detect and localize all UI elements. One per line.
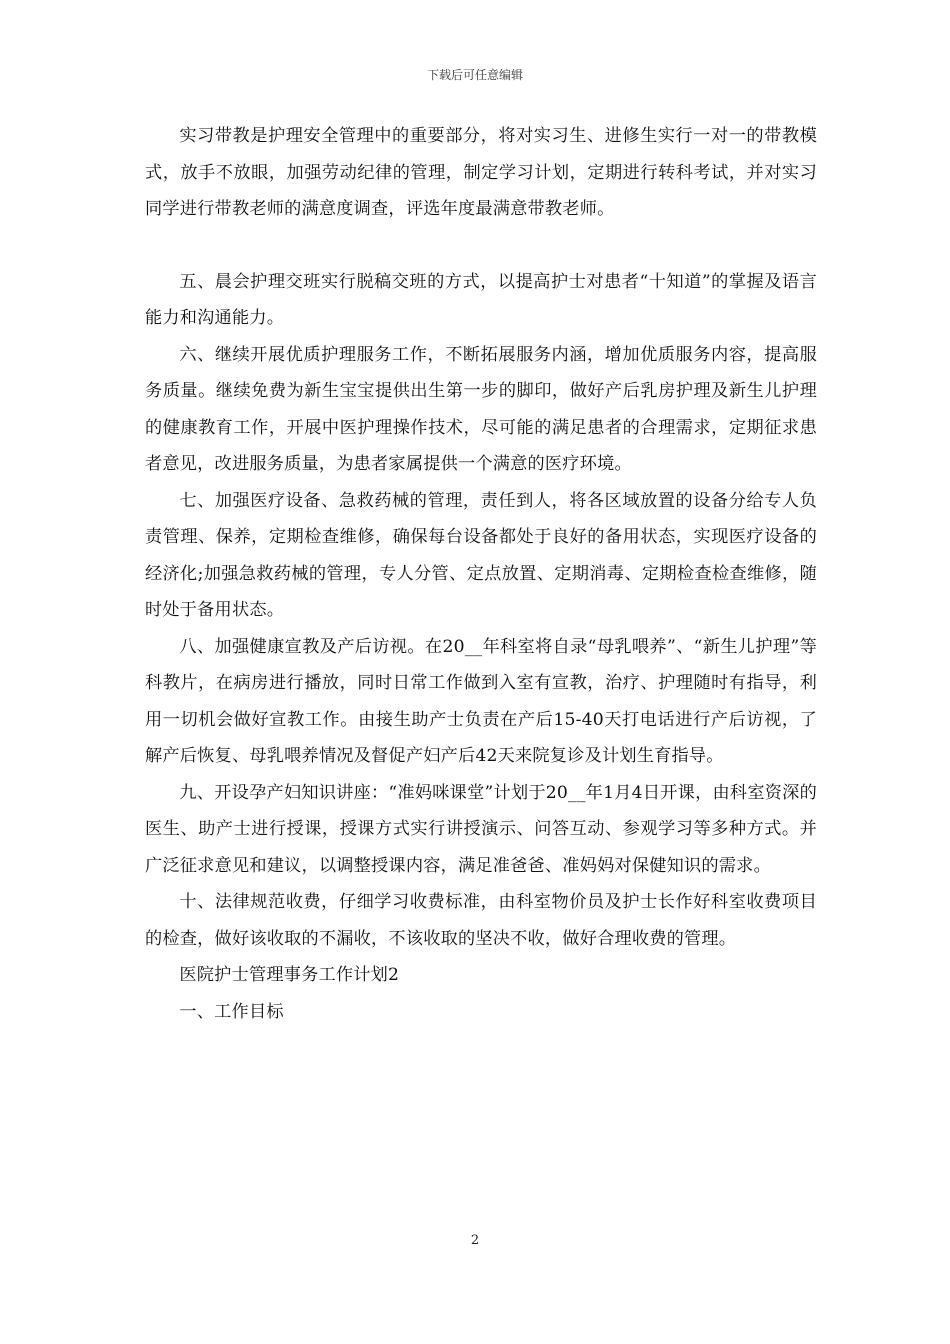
paragraph-teaching: 实习带教是护理安全管理中的重要部分，将对实习生、进修生实行一对一的带教模式，放手不放眼，加强劳动纪律的管理，制定学习计划，定期进行转科考试，并对实习同学进行带教老师的满意度调查，评选年度最满意带教老师。 xyxy=(145,126,817,219)
paragraph-item-7: 七、加强医疗设备、急救药械的管理，责任到人，将各区域放置的设备分给专人负责管理、保养，定期检查维修，确保每台设备都处于良好的备用状态，实现医疗设备的经济化;加强急救药械的管理，专人分管、定点放置、定期消毒、定期检查检查维修，随时处于备用状态。 xyxy=(145,490,817,620)
section-title-plan-2: 医院护士管理事务工作计划2 xyxy=(179,965,400,985)
page-number: 2 xyxy=(470,1233,480,1248)
page-header: 下载后可任意编辑 xyxy=(426,68,523,82)
paragraph-item-9: 九、开设孕产妇知识讲座：“准妈咪课堂”计划于20__年1月4日开课，由科室资深的医生、助产士进行授课，授课方式实行讲授演示、问答互动、参观学习等多种方式。并广泛征求意见和建议，以调整授课内容，满足准爸爸、准妈妈对保健知识的需求。 xyxy=(145,782,817,876)
paragraph-item-6: 六、继续开展优质护理服务工作，不断拓展服务内涵，增加优质服务内容，提高服务质量。继续免费为新生宝宝提供出生第一步的脚印，做好产后乳房护理及新生儿护理的健康教育工作，开展中医护理操作技术，尽可能的满足患者的合理需求，定期征求患者意见，改进服务质量，为患者家属提供一个满意的医疗环境。 xyxy=(145,344,817,474)
paragraph-item-10: 十、法律规范收费，仔细学习收费标准，由科室物价员及护士长作好科室收费项目的检查，做好该收取的不漏收，不该收取的坚决不收，做好合理收费的管理。 xyxy=(145,892,817,949)
paragraph-item-5: 五、晨会护理交班实行脱稿交班的方式，以提高护士对患者“十知道”的掌握及语言能力和沟通能力。 xyxy=(145,271,817,328)
document-body xyxy=(145,118,817,1030)
section-heading-work-goals: 一、工作目标 xyxy=(179,1001,284,1022)
paragraph-item-8: 八、加强健康宣教及产后访视。在20__年科室将自录“母乳喂养”、“新生儿护理”等科教片，在病房进行播放，同时日常工作做到入室有宣教，治疗、护理随时有指导，利用一切机会做好宣教工作。由接生助产士负责在产后15-40天打电话进行产后访视，了解产后恢复、母乳喂养情况及督促产妇产后42天来院复诊及计划生育指导。 xyxy=(145,636,817,766)
